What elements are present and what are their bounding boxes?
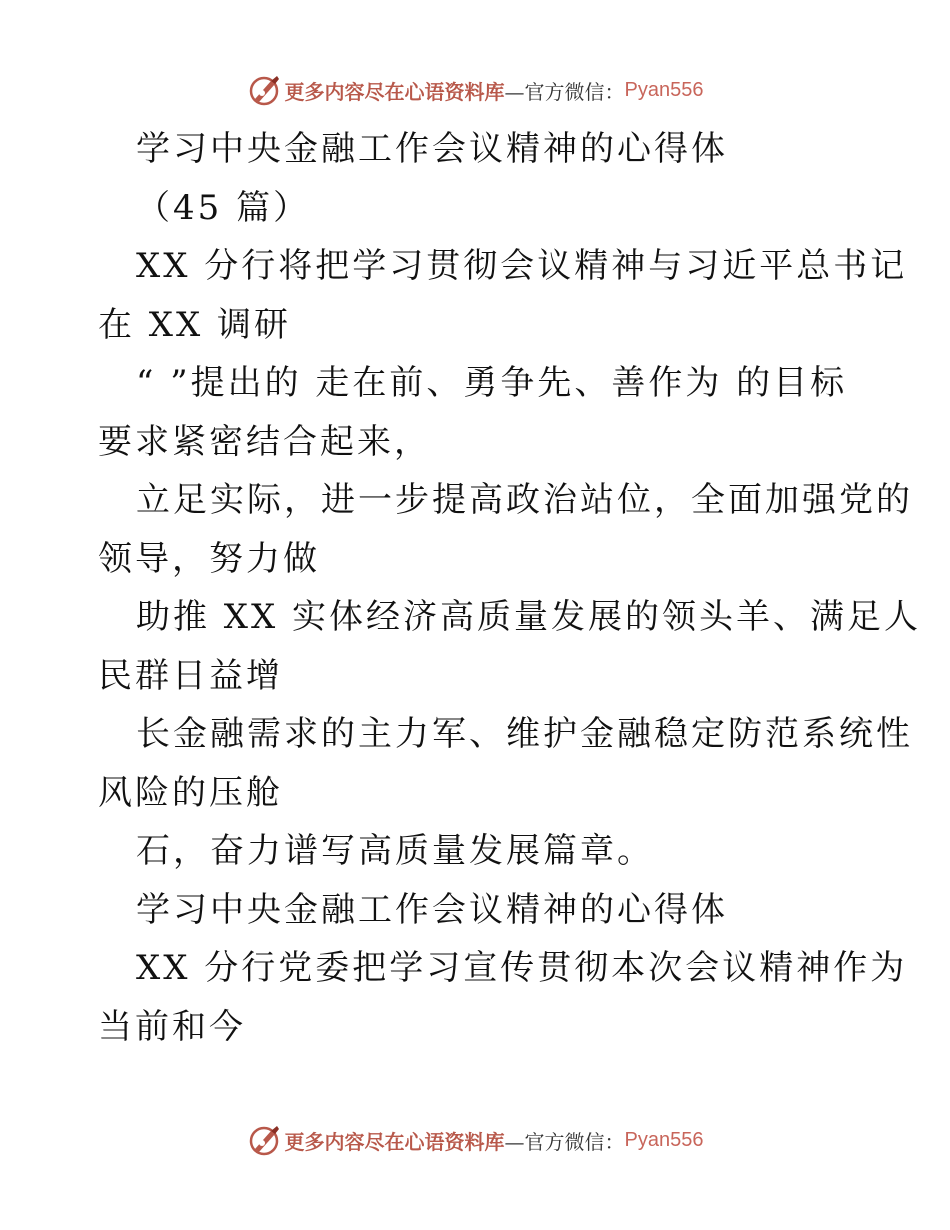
banner-wechat-label: —官方微信：: [504, 79, 625, 104]
document-body: [98, 120, 922, 1056]
doc-title: 学习中央金融工作会议精神的心得体: [136, 129, 728, 169]
header-watermark-banner: [0, 70, 950, 110]
doc-line: XX 分行将把学习贯彻会议精神与习近平总书记: [136, 246, 908, 286]
pen-logo-icon: [247, 73, 281, 107]
doc-line: 石，奋力谱写高质量发展篇章。: [136, 831, 654, 871]
doc-line: 当前和今: [98, 1006, 246, 1047]
doc-subtitle: （45 篇）: [136, 187, 311, 228]
banner-wechat-label: —官方微信：: [504, 1129, 625, 1154]
doc-line: 长金融需求的主力军、维护金融稳定防范系统性: [136, 714, 913, 754]
doc-line: 领导，努力做: [98, 538, 320, 579]
pen-logo-icon: [247, 1123, 281, 1157]
banner-site-name: 更多内容尽在心语资料库: [284, 79, 505, 104]
doc-section-heading: 学习中央金融工作会议精神的心得体: [136, 889, 728, 930]
doc-line: 要求紧密结合起来，: [98, 421, 431, 462]
banner-wechat-id: Pyan556: [624, 78, 704, 101]
banner-wechat-id: Pyan556: [624, 1128, 704, 1151]
banner-site-name: 更多内容尽在心语资料库: [284, 1129, 505, 1154]
doc-line: 民群日益增: [98, 655, 283, 696]
doc-line: XX 分行党委把学习宣传贯彻本次会议精神作为: [136, 948, 908, 988]
doc-line: 助推 XX 实体经济高质量发展的领头羊、满足人: [136, 597, 922, 637]
doc-line: 风险的压舱: [98, 772, 283, 813]
doc-line: 在 XX 调研: [98, 304, 292, 345]
footer-watermark-banner: [0, 1120, 950, 1160]
doc-line: “ ”提出的 走在前、勇争先、善作为 的目标: [136, 363, 848, 403]
doc-line: 立足实际，进一步提高政治站位，全面加强党的: [136, 480, 913, 520]
